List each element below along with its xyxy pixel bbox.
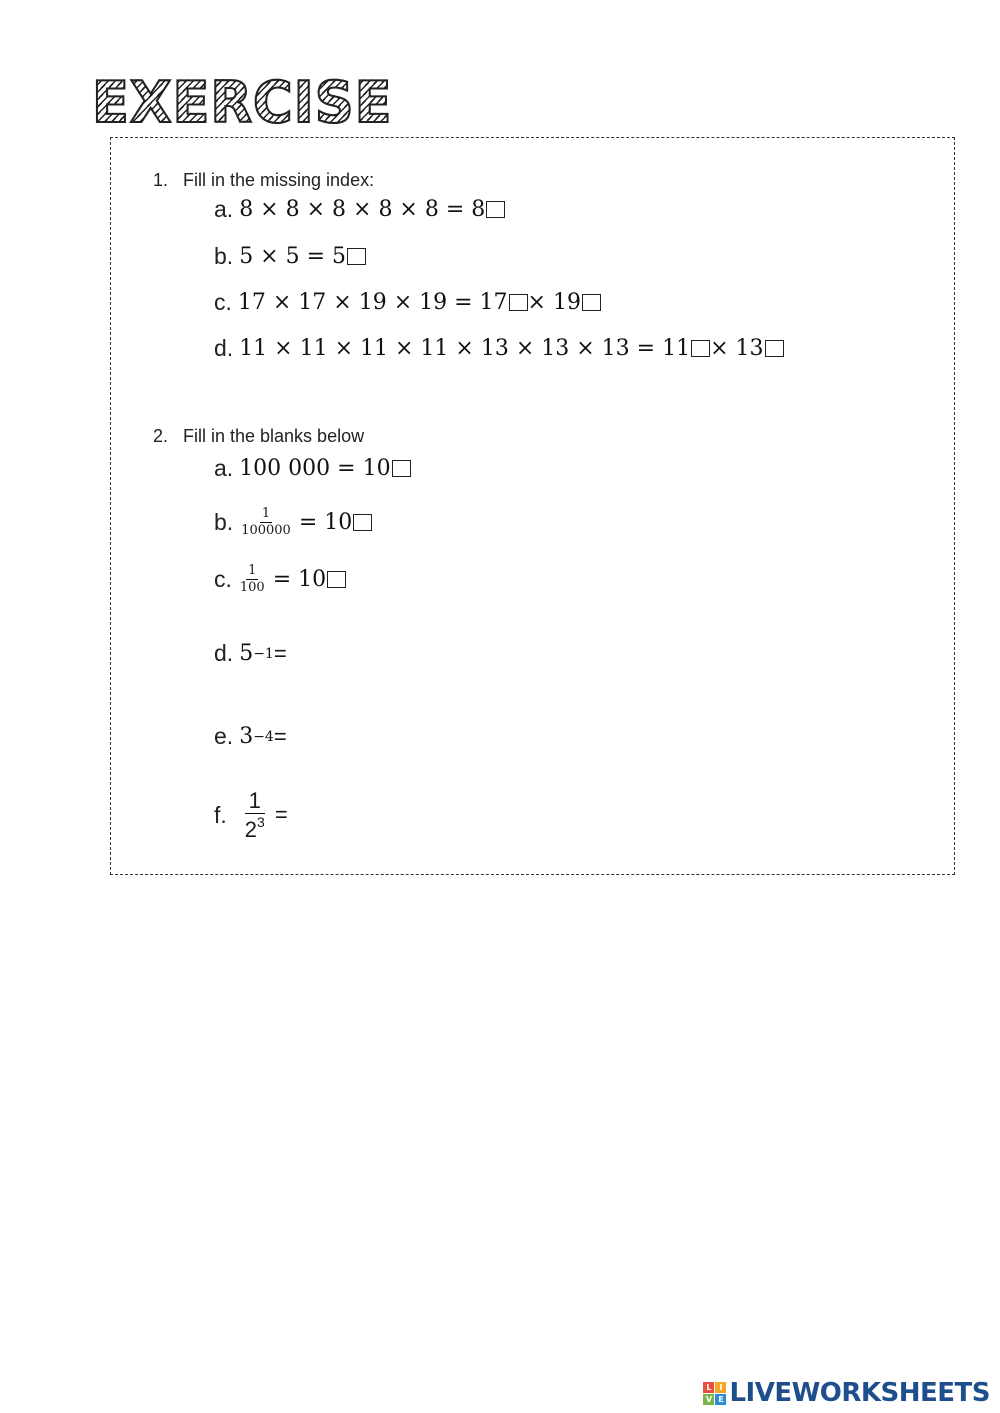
math-expression: 5 × 5 = 5 [239,244,347,269]
question-text: Fill in the blanks below [183,426,365,446]
answer-box[interactable] [765,340,784,357]
answer-box[interactable] [327,571,346,588]
exercise-title: EXERCISE [92,69,393,136]
item-label: d. [214,640,234,666]
fraction-denominator: 100000 [241,522,291,538]
fraction [239,506,293,538]
equals-sign: = [274,802,288,828]
math-expression: = 10 [272,566,327,592]
power-base: 5 [239,641,254,666]
q1-item-d [214,335,784,362]
power-base: 2 [244,817,258,843]
math-expression: × 19 [527,290,581,315]
liveworksheets-logo [703,1378,990,1408]
item-label: f. [214,801,227,828]
item-label: b. [214,243,234,269]
logo-letter: I [715,1382,726,1393]
power-exponent: −1 [253,645,274,662]
power-exponent: 3 [257,814,265,831]
item-label: c. [214,565,232,592]
item-label: a. [214,196,234,222]
answer-box[interactable] [347,248,366,265]
answer-box[interactable] [392,460,411,477]
logo-text: LIVEWORKSHEETS [729,1378,990,1408]
item-label: c. [214,289,232,315]
math-expression: 8 × 8 × 8 × 8 × 8 = 8 [239,197,486,222]
power-base: 3 [239,724,254,749]
math-expression: 11 × 11 × 11 × 11 × 13 × 13 × 13 = 11 [239,336,691,361]
fraction-denominator: 100 [239,579,265,595]
q1-item-b [214,243,366,270]
logo-letter: L [703,1382,714,1393]
item-label: b. [214,508,234,535]
q1-item-a [214,196,505,223]
q2-item-a [214,455,411,482]
q2-item-d [214,640,287,667]
q2-item-c [214,563,346,595]
fraction-numerator: 1 [261,506,271,521]
item-label: d. [214,335,234,361]
q2-item-b [214,506,372,538]
logo-letter: V [703,1394,714,1405]
fraction-numerator: 1 [248,563,257,578]
question-number: 2. [153,426,169,446]
question-2-heading [153,426,364,447]
q2-item-f [214,788,288,843]
q2-item-e [214,723,287,750]
logo-mark-icon [703,1382,726,1405]
answer-box[interactable] [486,201,505,218]
logo-letter: E [715,1394,726,1405]
answer-box[interactable] [691,340,710,357]
power-exponent: −4 [253,728,274,745]
math-expression: 17 × 17 × 19 × 19 = 17 [237,290,508,315]
fraction-numerator: 1 [245,788,265,814]
answer-box[interactable] [509,294,528,311]
equals-sign: = [273,723,287,749]
fraction [238,563,267,595]
question-1-heading [153,170,374,191]
q1-item-c [214,289,601,316]
math-expression: 100 000 = 10 [239,456,391,481]
item-label: a. [214,455,234,481]
fraction [241,788,269,843]
math-expression: × 13 [710,336,764,361]
equals-sign: = [273,640,287,666]
answer-box[interactable] [353,514,372,531]
question-text: Fill in the missing index: [183,170,375,190]
math-expression: = 10 [298,509,353,535]
fraction-denominator [241,814,269,842]
answer-box[interactable] [582,294,601,311]
question-number: 1. [153,170,169,190]
item-label: e. [214,723,234,749]
